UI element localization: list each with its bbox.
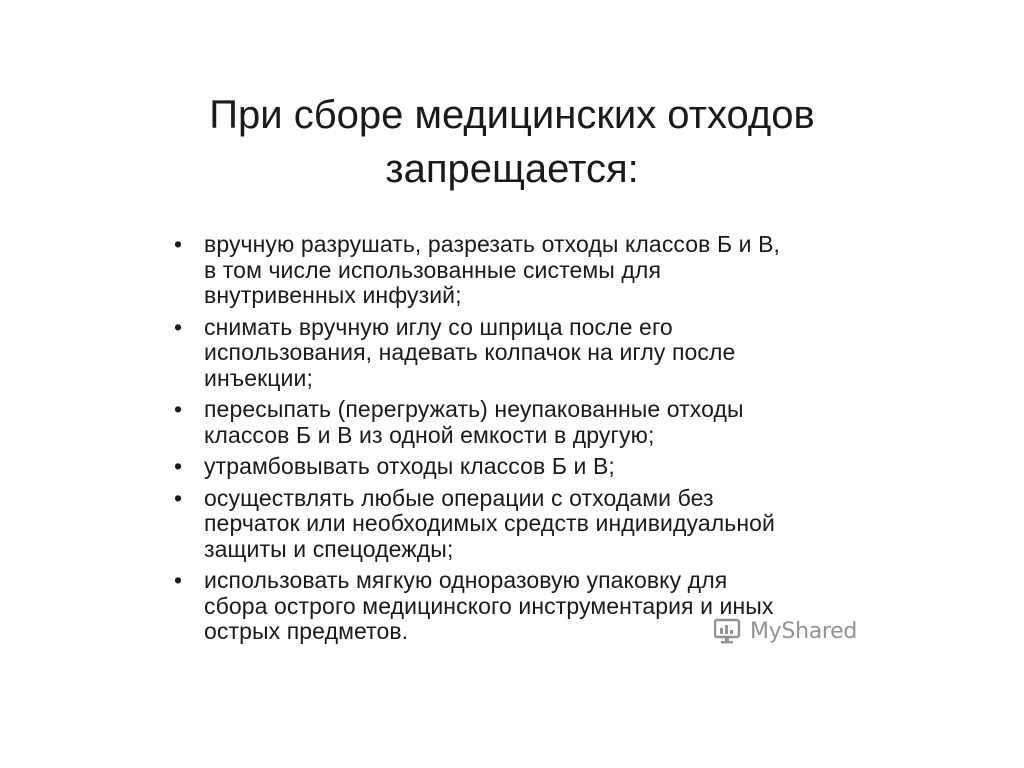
myshared-watermark bbox=[714, 616, 857, 646]
bullet-line: снимать вручную иглу со шприца после его bbox=[204, 313, 673, 340]
bullet-line: осуществлять любые операции с отходами без bbox=[204, 484, 714, 511]
bullet-dot: • bbox=[174, 567, 183, 593]
bullet-line: пересыпать (перегружать) неупакованные отходы bbox=[204, 396, 744, 422]
bullet-item bbox=[172, 232, 872, 309]
bullet-line: острых предметов. bbox=[204, 618, 409, 644]
bullet-dot: • bbox=[174, 231, 183, 257]
myshared-logo-icon bbox=[714, 617, 744, 645]
bullet-line: сбора острого медицинского инструментария и иных bbox=[204, 592, 774, 619]
bullet-dot: • bbox=[174, 453, 183, 479]
watermark-text: MyShared bbox=[750, 618, 858, 644]
bullet-line: использования, надевать колпачок на иглу после bbox=[204, 339, 736, 365]
slide-title bbox=[112, 88, 912, 196]
bullet-item bbox=[172, 486, 872, 563]
title-line: При сборе медицинских отходов bbox=[209, 93, 815, 137]
bullet-dot: • bbox=[174, 396, 183, 422]
bullet-item bbox=[172, 454, 872, 480]
bullet-line: утрамбовывать отходы классов Б и В; bbox=[204, 453, 615, 479]
bullet-line: классов Б и В из одной емкости в другую; bbox=[204, 421, 655, 448]
bullet-line: в том числе использованные системы для bbox=[204, 256, 661, 283]
bullet-line: инъекции; bbox=[204, 364, 313, 391]
bullet-line: внутривенных инфузий; bbox=[204, 282, 462, 308]
bullet-list bbox=[172, 232, 872, 651]
bullet-dot: • bbox=[174, 484, 183, 511]
bullet-dot: • bbox=[174, 313, 183, 340]
bullet-line: использовать мягкую одноразовую упаковку для bbox=[204, 567, 728, 593]
title-line: запрещается: bbox=[385, 147, 639, 191]
bullet-item bbox=[172, 397, 872, 448]
bullet-item bbox=[172, 315, 872, 392]
bullet-line: вручную разрушать, разрезать отходы классов Б и В, bbox=[204, 231, 781, 257]
bullet-line: защиты и спецодежды; bbox=[204, 535, 454, 562]
bullet-line: перчаток или необходимых средств индивидуальной bbox=[204, 510, 775, 536]
